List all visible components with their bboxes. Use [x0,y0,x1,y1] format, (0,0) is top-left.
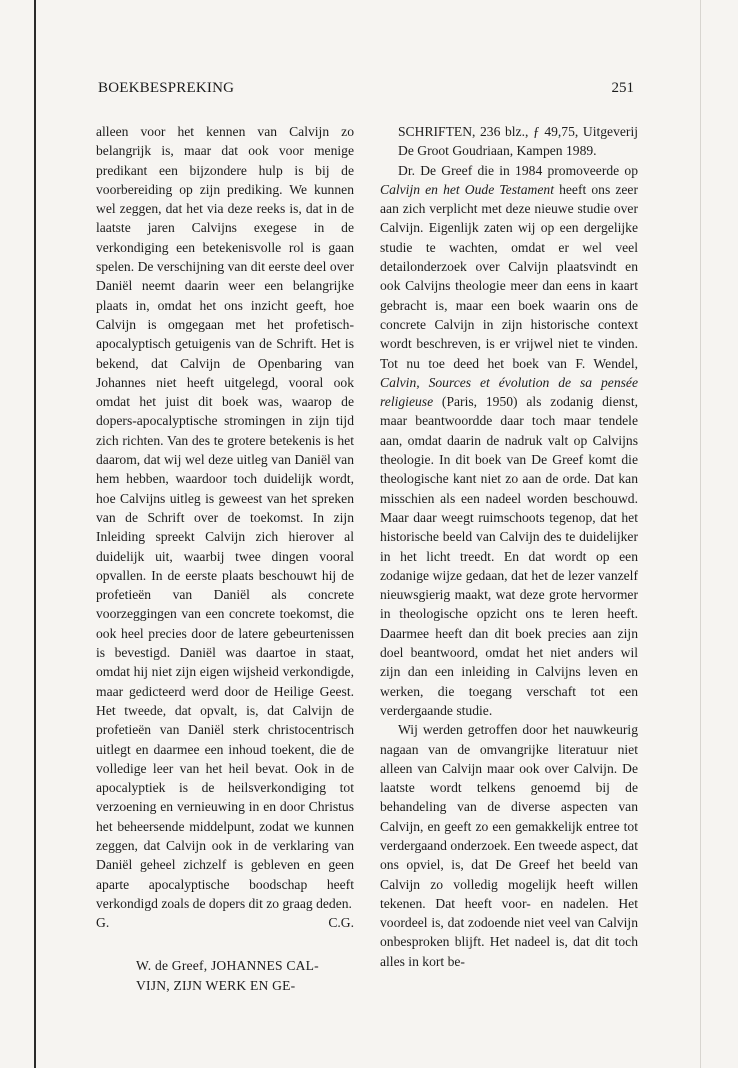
signoff [96,913,354,932]
page-number: 251 [611,80,634,96]
right-paragraph-2: Wij werden getroffen door het nauwkeurig nagaan van de omvangrijke literatuur niet alleen van Calvijn maar ook over Calvijn. De laatste wordt telkens genoemd bij de behandeling van de diverse aspecten van Calvijn, en geeft zo een gemakkelijk entree tot verdergaand onderzoek. Een tweede aspect, dat ons opviel, is, dat De Greef het beeld van Calvijn zo volledig mogelijk heeft willen tekenen. Dat heeft voor- en nadelen. Het voordeel is, dat zodoende niet veel van Calvijn onbesproken blijft. Het nadeel is, dat dit toch alles in kort be- [380,722,638,969]
signoff-right: C.G. [328,915,354,931]
right-column [380,122,638,971]
review-heading-line2: VIJN, ZIJN WERK EN GE- [136,977,296,993]
left-paragraph-1: alleen voor het kennen van Calvijn zo belangrijk is, maar dat ook voor menige predikant een bijzondere hulp is bij de voorbereiding op zijn prediking. We kunnen wel zeggen, dat het via deze reeks is, dat in de laatste jaren Calvijns exegese in de verkondiging een betekenisvolle rol is gaan spelen. De verschijning van dit eerste deel over Daniël neemt daarin weer een belangrijke plaats in, omdat het ons inzicht geeft, hoe Calvijn is omgegaan met het profetisch-apocalyptisch getuigenis van de Schrift. Het is bekend, dat Calvijn de Openbaring van Johannes niet heeft uitgelegd, vooral ook omdat het juist dit boek was, waarop de dopers-apocalyptische stromingen in zijn tijd zich richten. Van des te grotere betekenis is het daarom, dat wij wel deze uitleg van Daniël van hem hebben, waardoor toch duidelijk wordt, hoe Calvijns uitleg is geweest van het spreken van de Schrift over de toekomst. In zijn Inleiding spreekt Calvijn zich hierover al duidelijk uit, waarbij twee dingen vooral opvallen. In de eerste plaats beschouwt hij de profetieën van Daniël als concrete voorzeggingen van een concrete toekomst, die ook heel precies door de latere gebeurtenissen is bevestigd. Daniël was daartoe in staat, omdat hij niet zijn eigen wijsheid verkondigde, maar gedicteerd werd door de Heilige Geest. Het tweede, dat opvalt, is, dat Calvijn de profetieën van Daniël sterk christocentrisch uitlegt en daarmee een inhoud toekent, die de volledige leer van het heil bevat. Ook in de apocalyptiek is de heilsverkondiging tot verzoening en vernieuwing in en door Christus het beheersende middelpunt, zodat we kunnen zeggen, dat Calvijn ook in de verklaring van Daniël geheel zichzelf is gebleven en geen aparte apocalyptische boodschap heeft verkondigd zoals de dopers dit zo graag deden. [96,124,354,911]
running-title: BOEKBESPREKING [98,80,235,96]
review-heading-line1: W. de Greef, JOHANNES CAL- [136,958,319,974]
review-heading-continued: SCHRIFTEN, 236 blz., ƒ 49,75, Uitgeverij De Groot Goudriaan, Kampen 1989. [398,124,638,159]
right-paragraph-1 [380,161,638,721]
signoff-left: G. [96,915,110,931]
p1-book-title: Calvijn en het Oude Testament [380,181,554,197]
review-heading [96,956,354,995]
scan-edge-right [700,0,701,1068]
p1-part-b: heeft ons zeer aan zich verplicht met deze nieuwe studie over Calvijn. Eigenlijk zaten wij op een dergelijke studie te wachten, omdat er wel veel detailonderzoek over Calvijn plaatsvindt en ook Calvijns theologie meer dan eens in kaart gebracht is, maar een boek waarin ons de concrete Calvijn in zijn historische context wordt beschreven, is er vrijwel niet te vinden. Tot nu toe deed het boek van F. Wendel, [380,181,638,371]
scan-edge-left [34,0,36,1068]
p1-part-a: Dr. De Greef die in 1984 promoveerde op [398,162,638,178]
p1-part-c: (Paris, 1950) als zodanig dienst, maar beantwoordde daar toch maar tendele aan, omdat daarin de nadruk valt op Calvijns theologie. In dit boek van De Greef komt die theologische kant niet zo aan de orde. Dat kan misschien als een nadeel worden beschouwd. Maar daar weegt ruimschoots tegenop, dat het historische beeld van Calvijn des te duidelijker in het licht treedt. En dat wordt op een zodanige wijze gedaan, dat het de lezer vanzelf nieuwsgierig maakt, wat deze grote hervormer in theologische opzicht ons te leren heeft. Daarmee heeft dan dit boek precies aan zijn doel beantwoord, omdat het niet anders wil zijn dan een inleiding in Calvijns leven en werken, die toegang verschaft tot een verdergaande studie. [380,394,638,718]
left-column [96,122,354,995]
p1-wendel-title: Calvin, Sources et évolution de sa pensée religieuse [380,374,638,410]
